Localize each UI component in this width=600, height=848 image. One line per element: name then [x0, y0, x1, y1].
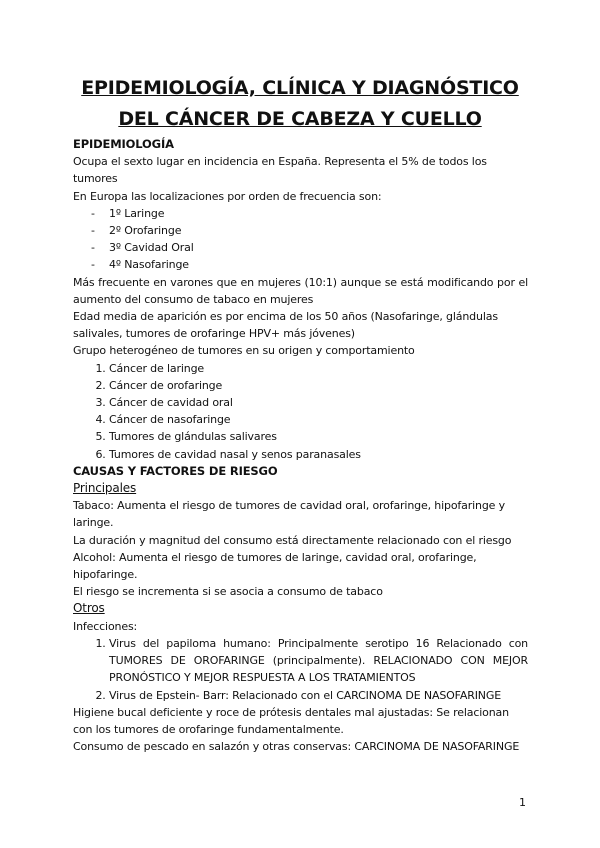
paragraph: Más frecuente en varones que en mujeres (10:1) aunque se está modificando por el aumento del consumo de tabaco en mujeres — [73, 275, 528, 306]
paragraph: En Europa las localizaciones por orden de frecuencia son: — [73, 189, 382, 203]
paragraph: Grupo heterogéneo de tumores en su origen y comportamiento — [73, 344, 415, 358]
paragraph: Edad media de aparición es por encima de los 50 años (Nasofaringe, glándulas salivales, tumores de orofaringe HPV+ más jóvenes) — [73, 310, 498, 341]
infection-list — [73, 635, 528, 704]
paragraph: El riesgo se incrementa si se asocia a consumo de tabaco — [73, 585, 383, 599]
paragraph: Ocupa el sexto lugar en incidencia en España. Representa el 5% de todos los tumores — [73, 155, 487, 186]
location-list — [73, 205, 528, 274]
paragraph: Infecciones: — [73, 619, 138, 633]
list-item: 2. Cáncer de orofaringe — [109, 377, 528, 394]
list-item: 2. Virus de Epstein- Barr: Relacionado con el CARCINOMA DE NASOFARINGE — [109, 687, 528, 704]
list-item: 3. Cáncer de cavidad oral — [109, 394, 528, 411]
list-item: 1. Cáncer de laringe — [109, 360, 528, 377]
list-item: - 2º Orofaringe — [73, 222, 528, 239]
title-line-2: DEL CÁNCER DE CABEZA Y CUELLO — [118, 108, 482, 130]
paragraph: Alcohol: Aumenta el riesgo de tumores de laringe, cavidad oral, orofaringe, hipofaringe. — [73, 550, 477, 582]
section-heading-epidemiologia: EPIDEMIOLOGÍA — [73, 137, 174, 151]
list-item: - 3º Cavidad Oral — [73, 239, 528, 256]
list-item: - 4º Nasofaringe — [73, 256, 528, 273]
list-item: 6. Tumores de cavidad nasal y senos paranasales — [109, 446, 528, 463]
paragraph: Consumo de pescado en salazón y otras conservas: CARCINOMA DE NASOFARINGE — [73, 740, 520, 754]
document-body — [73, 136, 528, 755]
section-heading-causas: CAUSAS Y FACTORES DE RIESGO — [73, 463, 278, 478]
paragraph: La duración y magnitud del consumo está directamente relacionado con el riesgo — [73, 533, 512, 547]
list-item: 4. Cáncer de nasofaringe — [109, 411, 528, 428]
list-item: 1. Virus del papiloma humano: Principalmente serotipo 16 Relacionado con TUMORES DE OROFARINGE (principalmente). RELACIONADO CON MEJOR PRONÓSTICO Y MEJOR RESPUESTA A LOS TRATAMIENTOS — [109, 635, 528, 687]
paragraph: Higiene bucal deficiente y roce de prótesis dentales mal ajustadas: Se relacionan con los tumores de orofaringe fundamentalmente. — [73, 705, 509, 736]
page-number: 1 — [519, 796, 526, 809]
list-item: 5. Tumores de glándulas salivares — [109, 428, 528, 445]
list-item: - 1º Laringe — [73, 205, 528, 222]
subheading-principales: Principales — [73, 481, 137, 496]
subheading-otros: Otros — [73, 601, 105, 616]
title-line-1: EPIDEMIOLOGÍA, CLÍNICA Y DIAGNÓSTICO — [81, 77, 519, 99]
paragraph: Tabaco: Aumenta el riesgo de tumores de cavidad oral, orofaringe, hipofaringe y laringe. — [73, 499, 506, 530]
tumor-group-list — [73, 360, 528, 463]
